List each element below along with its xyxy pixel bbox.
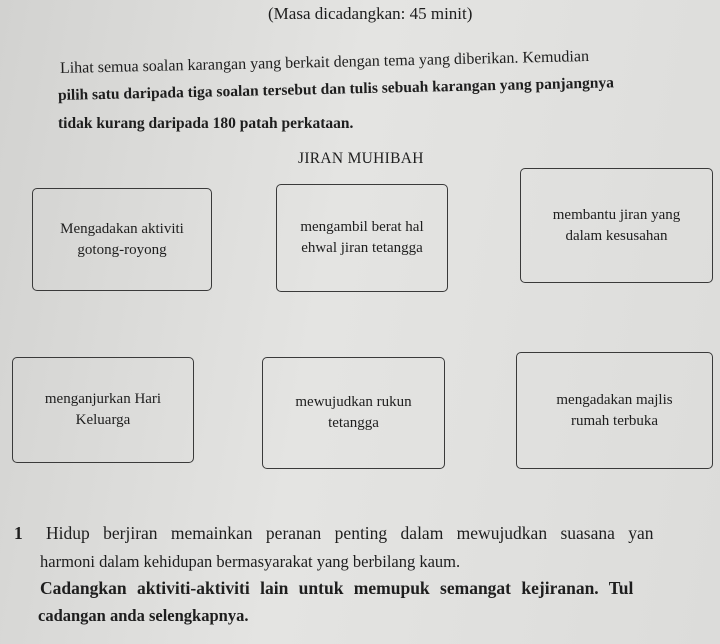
idea-text: Keluarga — [75, 412, 131, 428]
time-allotted-note: (Masa dicadangkan: 45 minit) — [268, 4, 473, 23]
diagram-title: JIRAN MUHIBAH — [298, 150, 424, 167]
question-line-4: cadangan anda selengkapnya. — [38, 606, 249, 625]
idea-text: mewujudkan rukun — [295, 394, 412, 410]
question-line-1: Hidup berjiran memainkan peranan penting dalam mewujudkan suasana yan — [46, 523, 654, 543]
question-number: 1 — [14, 523, 23, 543]
idea-box-rumah-terbuka — [516, 352, 713, 469]
idea-text: rumah terbuka — [570, 412, 659, 429]
idea-text: ehwal jiran tetangga — [301, 240, 423, 256]
idea-text: tetangga — [328, 415, 379, 431]
idea-text: mengadakan majlis — [556, 391, 673, 408]
idea-text: Mengadakan aktiviti — [60, 220, 184, 237]
question-line-3: Cadangkan aktiviti-aktiviti lain untuk memupuk semangat kejiranan. Tul — [40, 578, 634, 598]
idea-box-rukun-tetangga — [262, 357, 445, 469]
idea-text: membantu jiran yang — [552, 206, 681, 223]
idea-text: menganjurkan Hari — [44, 391, 162, 407]
idea-text: dalam kesusahan — [565, 227, 668, 244]
instruction-line-2: pilih satu daripada tiga soalan tersebut dan tulis sebuah karangan yang panjangnya — [57, 74, 615, 104]
idea-box-hari-keluarga — [12, 357, 194, 463]
idea-box-ambil-berat — [276, 184, 448, 292]
question-line-2: harmoni dalam kehidupan bermasyarakat yang berbilang kaum. — [40, 552, 461, 571]
idea-box-gotong-royong — [32, 188, 212, 291]
idea-box-membantu-jiran — [520, 168, 713, 283]
instruction-line-1: Lihat semua soalan karangan yang berkait dengan tema yang diberikan. Kemudian — [59, 47, 590, 77]
idea-text: gotong-royong — [77, 241, 167, 258]
instruction-line-3: tidak kurang daripada 180 patah perkataan. — [58, 115, 354, 132]
idea-text: mengambil berat hal — [300, 219, 424, 235]
